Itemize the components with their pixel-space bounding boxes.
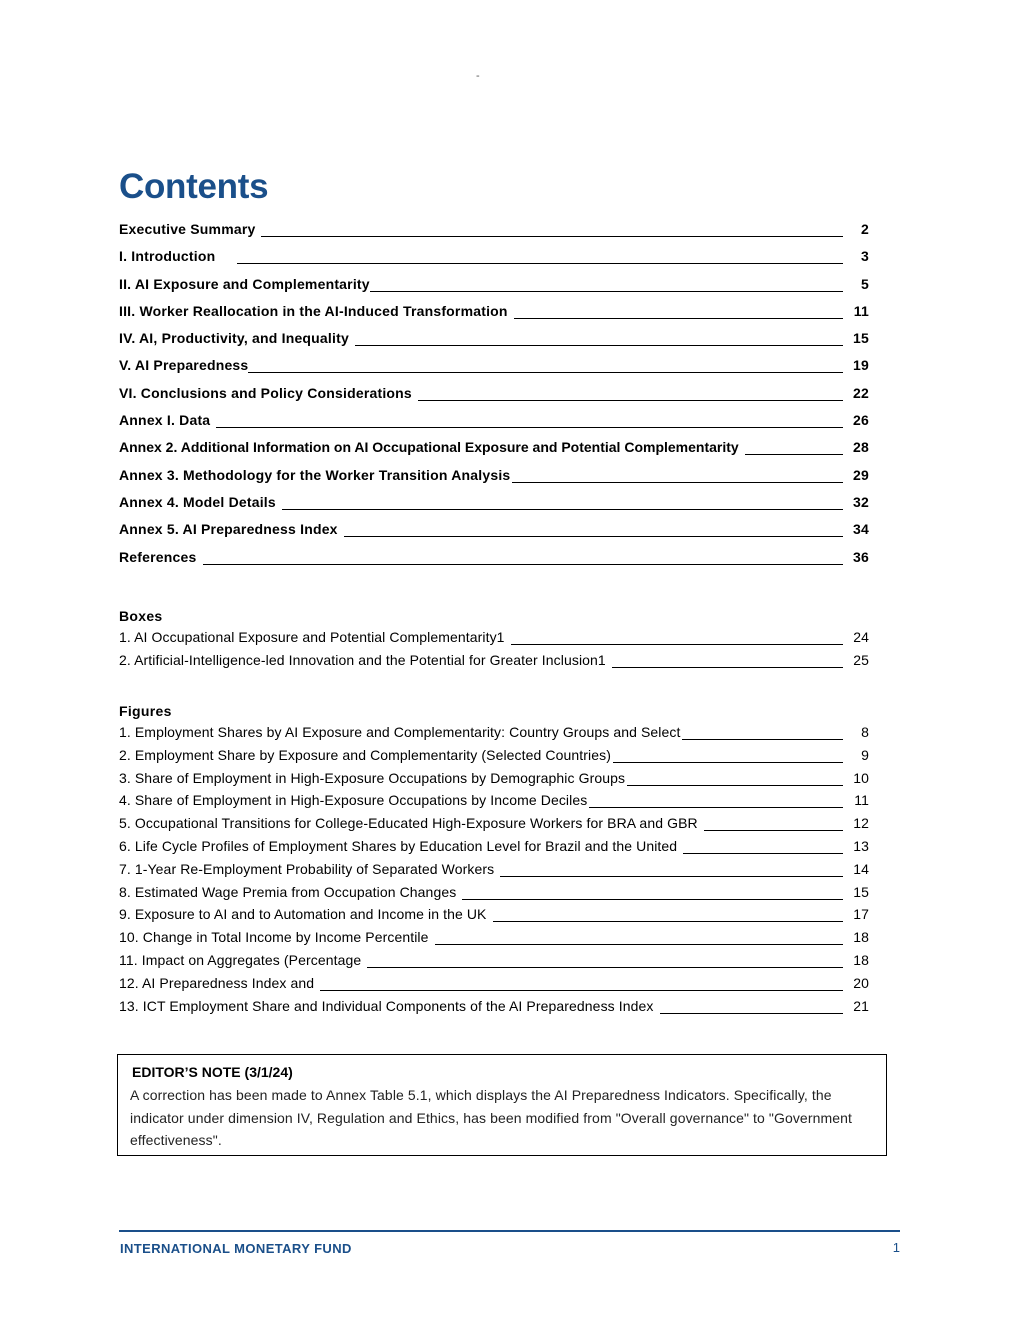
- toc-entry[interactable]: [119, 521, 869, 548]
- leader-line: [237, 263, 843, 264]
- leader-line: [462, 899, 843, 900]
- toc-entry-page: 3: [861, 248, 869, 265]
- toc-entry-title: Annex I. Data: [119, 412, 211, 429]
- leader-line: [344, 536, 843, 537]
- toc-entry-page: 11: [853, 302, 869, 319]
- box-entry[interactable]: [119, 652, 869, 675]
- toc-entry-page: 36: [853, 548, 869, 565]
- figure-entry-title: 10. Change in Total Income by Income Percentile: [119, 929, 429, 946]
- leader-line: [320, 990, 843, 991]
- figure-entry[interactable]: [119, 998, 869, 1021]
- leader-line: [682, 739, 843, 740]
- figure-entry-page: 10: [853, 769, 869, 786]
- toc-entry[interactable]: [119, 385, 869, 412]
- figure-entry-page: 8: [861, 724, 869, 740]
- figure-entry-page: 20: [853, 974, 869, 991]
- leader-line: [512, 482, 843, 483]
- figure-entry-page: 18: [853, 951, 869, 968]
- leader-line: [627, 785, 843, 786]
- toc-entry[interactable]: [119, 494, 869, 521]
- footer-divider: [119, 1230, 900, 1232]
- figure-entry[interactable]: [119, 724, 869, 747]
- figure-entry-page: 17: [853, 906, 869, 923]
- figure-entry[interactable]: [119, 952, 869, 975]
- toc-entry[interactable]: [119, 467, 869, 494]
- leader-line: [613, 762, 843, 763]
- toc-entry-page: 19: [853, 357, 869, 374]
- toc-entry-title: Annex 3. Methodology for the Worker Transition Analysis: [119, 466, 511, 483]
- toc-entry[interactable]: [119, 303, 869, 330]
- figure-entry-title: 2. Employment Share by Exposure and Complementarity (Selected Countries): [119, 746, 611, 763]
- toc-entry[interactable]: [119, 357, 869, 384]
- figures-list: [119, 724, 869, 1020]
- boxes-heading: Boxes: [119, 608, 163, 624]
- leader-line: [367, 967, 843, 968]
- toc-entry-title: III. Worker Reallocation in the AI-Induced Transformation: [119, 302, 508, 319]
- toc-entry-page: 26: [853, 412, 869, 429]
- footer-organization: INTERNATIONAL MONETARY FUND: [120, 1241, 352, 1256]
- figure-entry-title: 9. Exposure to AI and to Automation and Income in the UK: [119, 906, 487, 923]
- figure-entry-title: 12. AI Preparedness Index and: [119, 974, 315, 991]
- header-mark: -: [476, 70, 480, 82]
- figure-entry[interactable]: [119, 975, 869, 998]
- toc-entry-page: 5: [861, 275, 869, 292]
- boxes-list: [119, 629, 869, 675]
- figure-entry-page: 14: [853, 860, 869, 877]
- figure-entry-page: 11: [854, 792, 869, 809]
- main-contents-list: [119, 221, 869, 576]
- leader-line: [589, 807, 843, 808]
- editors-note-body: A correction has been made to Annex Table 5.1, which displays the AI Preparedness Indicators. Specifically, the indicator under dimension IV, Regulation and Ethics, has been modified from "Overall governance" to "Government effectiveness".: [130, 1087, 852, 1148]
- toc-entry[interactable]: [119, 248, 869, 275]
- toc-entry-title: IV. AI, Productivity, and Inequality: [119, 330, 349, 347]
- page-title: Contents: [119, 167, 269, 206]
- leader-line: [261, 236, 843, 237]
- leader-line: [612, 667, 843, 668]
- toc-entry-title: Annex 4. Model Details: [119, 493, 276, 510]
- figure-entry-page: 13: [853, 837, 869, 854]
- box-entry-page: 24: [853, 629, 869, 645]
- figure-entry[interactable]: [119, 747, 869, 770]
- footer-page-number: 1: [892, 1240, 900, 1255]
- figure-entry-page: 9: [861, 746, 869, 763]
- toc-entry-page: 2: [861, 221, 869, 237]
- leader-line: [355, 345, 843, 346]
- figures-heading: Figures: [119, 703, 172, 719]
- toc-entry[interactable]: [119, 412, 869, 439]
- toc-entry-title: Annex 2. Additional Information on AI Occupational Exposure and Potential Complementarity: [119, 439, 739, 456]
- toc-entry-title: V. AI Preparedness: [119, 357, 249, 374]
- editors-note-box: [117, 1054, 887, 1156]
- figure-entry[interactable]: [119, 861, 869, 884]
- toc-entry-page: 28: [853, 439, 869, 456]
- figure-entry[interactable]: [119, 815, 869, 838]
- toc-entry-title: II. AI Exposure and Complementarity: [119, 275, 370, 292]
- figure-entry[interactable]: [119, 770, 869, 793]
- figure-entry-title: 3. Share of Employment in High-Exposure Occupations by Demographic Groups: [119, 769, 626, 786]
- leader-line: [435, 944, 843, 945]
- leader-line: [514, 318, 843, 319]
- toc-entry-title: Executive Summary: [119, 221, 256, 237]
- figure-entry[interactable]: [119, 884, 869, 907]
- figure-entry-page: 12: [853, 815, 869, 832]
- leader-line: [704, 830, 843, 831]
- toc-entry-page: 29: [853, 466, 869, 483]
- leader-line: [511, 644, 843, 645]
- leader-line: [203, 564, 844, 565]
- figure-entry-title: 7. 1-Year Re-Employment Probability of Separated Workers: [119, 860, 495, 877]
- figure-entry-title: 1. Employment Shares by AI Exposure and Complementarity: Country Groups and Select: [119, 724, 681, 740]
- box-entry[interactable]: [119, 629, 869, 652]
- figure-entry-title: 11. Impact on Aggregates (Percentage: [119, 951, 362, 968]
- leader-line: [248, 372, 843, 373]
- editors-note-heading: EDITOR’S NOTE (3/1/24): [132, 1064, 293, 1080]
- leader-line: [500, 876, 843, 877]
- figure-entry[interactable]: [119, 906, 869, 929]
- leader-line: [370, 291, 843, 292]
- toc-entry[interactable]: [119, 221, 869, 248]
- figure-entry-title: 6. Life Cycle Profiles of Employment Shares by Education Level for Brazil and the United: [119, 837, 678, 854]
- toc-entry-title: VI. Conclusions and Policy Considerations: [119, 384, 412, 401]
- figure-entry-page: 18: [853, 929, 869, 946]
- figure-entry-title: 8. Estimated Wage Premia from Occupation Changes: [119, 883, 457, 900]
- leader-line: [745, 454, 843, 455]
- leader-line: [660, 1013, 843, 1014]
- figure-entry-title: 4. Share of Employment in High-Exposure Occupations by Income Deciles: [119, 792, 588, 809]
- toc-entry-page: 15: [853, 330, 869, 347]
- toc-entry[interactable]: [119, 330, 869, 357]
- toc-entry-title: I. Introduction: [119, 248, 216, 265]
- toc-entry[interactable]: [119, 439, 869, 466]
- figure-entry[interactable]: [119, 792, 869, 815]
- leader-line: [216, 427, 843, 428]
- toc-entry-title: References: [119, 548, 197, 565]
- figure-entry-title: 5. Occupational Transitions for College-Educated High-Exposure Workers for BRA and GBR: [119, 815, 698, 832]
- figure-entry-page: 15: [853, 883, 869, 900]
- leader-line: [493, 921, 844, 922]
- figure-entry-title: 13. ICT Employment Share and Individual Components of the AI Preparedness Index: [119, 997, 654, 1014]
- toc-entry-page: 32: [853, 493, 869, 510]
- toc-entry-title: Annex 5. AI Preparedness Index: [119, 521, 338, 538]
- box-entry-title: 2. Artificial-Intelligence-led Innovation and the Potential for Greater Inclusion1: [119, 651, 606, 668]
- toc-entry[interactable]: [119, 276, 869, 303]
- toc-entry-page: 22: [853, 384, 869, 401]
- figure-entry[interactable]: [119, 838, 869, 861]
- toc-entry[interactable]: [119, 549, 869, 576]
- toc-entry-page: 34: [853, 521, 869, 538]
- box-entry-page: 25: [853, 651, 869, 668]
- figure-entry-page: 21: [853, 997, 869, 1014]
- leader-line: [418, 400, 843, 401]
- figure-entry[interactable]: [119, 929, 869, 952]
- leader-line: [282, 509, 843, 510]
- box-entry-title: 1. AI Occupational Exposure and Potential Complementarity1: [119, 629, 505, 645]
- leader-line: [683, 853, 843, 854]
